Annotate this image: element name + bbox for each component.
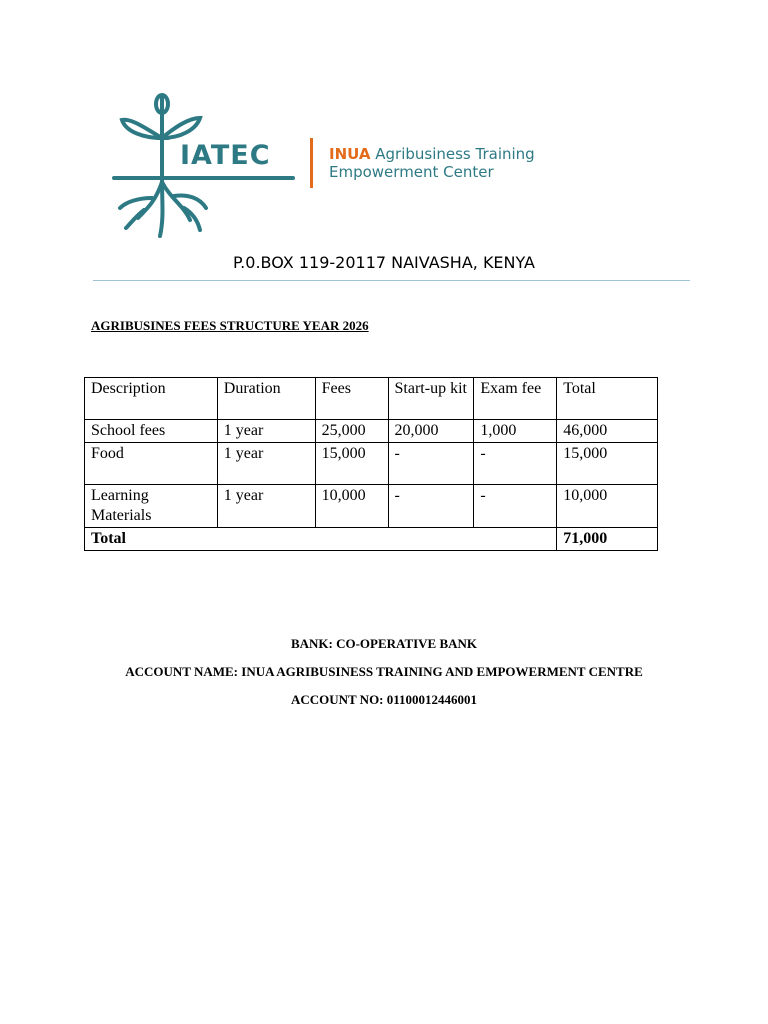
table-cell: 46,000	[557, 420, 658, 443]
table-cell: Learning Materials	[85, 485, 218, 528]
org-name-line2: Empowerment Center	[329, 163, 494, 181]
org-name-line1	[329, 145, 535, 163]
table-cell: School fees	[85, 420, 218, 443]
table-cell: 25,000	[315, 420, 388, 443]
table-row	[85, 420, 658, 443]
total-value: 71,000	[557, 528, 658, 551]
table-cell: 15,000	[557, 443, 658, 485]
account-number: ACCOUNT NO: 01100012446001	[290, 692, 478, 707]
bank-name: BANK: CO-OPERATIVE BANK	[290, 636, 478, 651]
table-cell: 1 year	[217, 443, 315, 485]
table-cell: 10,000	[315, 485, 388, 528]
total-label: Total	[85, 528, 557, 551]
header-cell: Start-up kit	[388, 378, 474, 420]
document-title: AGRIBUSINES FEES STRUCTURE YEAR 2026	[91, 318, 369, 333]
table-cell: -	[474, 485, 557, 528]
header-divider	[93, 280, 690, 281]
header-cell: Total	[557, 378, 658, 420]
table-cell: Food	[85, 443, 218, 485]
table-cell: 15,000	[315, 443, 388, 485]
header-cell: Duration	[217, 378, 315, 420]
table-row	[85, 443, 658, 485]
header-cell: Exam fee	[474, 378, 557, 420]
table-cell: 1 year	[217, 420, 315, 443]
fees-table	[84, 377, 658, 551]
logo-text: IATEC	[180, 140, 271, 171]
table-total-row	[85, 528, 658, 551]
address: P.0.BOX 119-20117 NAIVASHA, KENYA	[233, 253, 535, 272]
header-cell: Fees	[315, 378, 388, 420]
table-cell: -	[388, 485, 474, 528]
org-brand: INUA	[329, 145, 371, 163]
table-cell: 20,000	[388, 420, 474, 443]
table-cell: -	[474, 443, 557, 485]
header-cell: Description	[85, 378, 218, 420]
table-header-row	[85, 378, 658, 420]
table-cell: 1 year	[217, 485, 315, 528]
table-cell: -	[388, 443, 474, 485]
table-cell: 1,000	[474, 420, 557, 443]
account-name: ACCOUNT NAME: INUA AGRIBUSINESS TRAINING AND EMPOWERMENT CENTRE	[125, 664, 643, 679]
logo-separator	[310, 138, 313, 188]
table-cell: 10,000	[557, 485, 658, 528]
org-name-rest: Agribusiness Training	[375, 145, 535, 163]
table-row	[85, 485, 658, 528]
